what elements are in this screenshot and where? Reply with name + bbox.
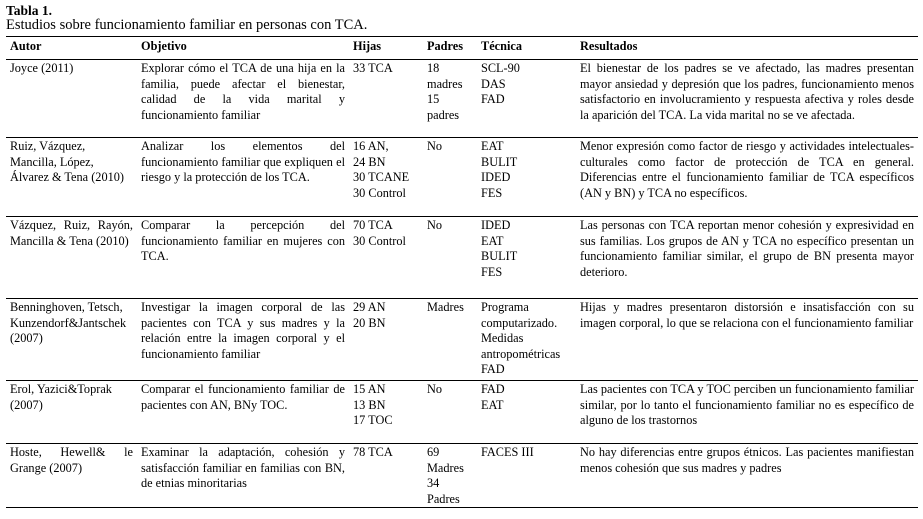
tecnica-line: FAD: [481, 382, 505, 396]
padres-line: 15 padres: [427, 92, 460, 122]
tecnica-line: Medidas antropométricas: [481, 331, 561, 361]
cell-resultados: Las pacientes con TCA y TOC perciben un funcionamiento familiar similar, por lo tanto el funcionamiento familiar no es específico de alguno de los trastornos: [576, 381, 918, 444]
tecnica-line: FES: [481, 185, 503, 200]
cell-resultados: No hay diferencias entre grupos étnicos. Las pacientes manifiestan menos cohesión que sus madres y padres: [576, 444, 918, 508]
tecnica-line: EAT: [481, 139, 504, 153]
table-row: [6, 217, 918, 299]
cell-tecnica: [477, 60, 576, 138]
header-objetivo: Objetivo: [137, 37, 349, 60]
cell-padres: [423, 138, 477, 217]
cell-tecnica: [477, 217, 576, 299]
hijas-line: 33 TCA: [353, 61, 393, 75]
cell-tecnica: [477, 444, 576, 508]
tecnica-line: FACES III: [481, 445, 534, 459]
tecnica-line: FAD: [481, 92, 505, 107]
cell-padres: [423, 60, 477, 138]
cell-autor: Benninghoven, Tetsch, Kunzendorf&Jantschek (2007): [6, 299, 137, 381]
cell-padres: [423, 381, 477, 444]
table-row: [6, 60, 918, 138]
hijas-line: 15 AN: [353, 382, 386, 396]
cell-objetivo: Examinar la adaptación, cohesión y satisfacción familiar en familias con BN, de etnias minoritarias: [137, 444, 349, 508]
cell-objetivo: Comparar el funcionamiento familiar de pacientes con AN, BNy TOC.: [137, 381, 349, 444]
hijas-line: 13 BN: [353, 397, 386, 412]
tecnica-line: BULIT: [481, 154, 518, 169]
tecnica-line: SCL-90: [481, 61, 520, 75]
padres-line: No: [427, 218, 443, 232]
cell-hijas: [349, 381, 423, 444]
cell-objetivo: Explorar cómo el TCA de una hija en la familia, puede afectar el bienestar, calidad de la vida marital y funcionamiento familiar: [137, 60, 349, 138]
tecnica-line: IDED: [481, 170, 511, 185]
cell-resultados: Menor expresión como factor de riesgo y actividades intelectuales-culturales como factor de protección de TCA en general. Diferencias entre el funcionamiento familiar de TCA específicos (AN y BN) y TCA no específicos.: [576, 138, 918, 217]
studies-table: [6, 36, 918, 508]
cell-padres: [423, 217, 477, 299]
tecnica-line: EAT: [481, 397, 504, 412]
cell-hijas: [349, 60, 423, 138]
table-caption: [6, 3, 367, 33]
table-title: Estudios sobre funcionamiento familiar en personas con TCA.: [6, 17, 368, 33]
cell-padres: [423, 444, 477, 508]
tecnica-line: FES: [481, 264, 503, 279]
cell-objetivo: Analizar los elementos del funcionamiento familiar que expliquen el riesgo y la protección de los TCA.: [137, 138, 349, 217]
header-hijas: Hijas: [349, 37, 423, 60]
table-row: [6, 444, 918, 508]
hijas-line: 16 AN,: [353, 139, 389, 153]
padres-line: No: [427, 139, 443, 153]
table-number: Tabla 1.: [6, 3, 53, 18]
tecnica-line: DAS: [481, 76, 506, 91]
cell-autor: Joyce (2011): [6, 60, 137, 138]
cell-autor: Ruiz, Vázquez, Mancilla, López, Álvarez & Tena (2010): [6, 138, 137, 217]
header-padres: Padres: [423, 37, 477, 60]
header-autor: Autor: [6, 37, 137, 60]
cell-objetivo: Investigar la imagen corporal de las pacientes con TCA y sus madres y la relación entre la imagen corporal y el funcionamiento familiar: [137, 299, 349, 381]
padres-line: No: [427, 382, 443, 396]
hijas-line: 70 TCA: [353, 218, 393, 232]
hijas-line: 30 TCANE: [353, 170, 410, 185]
tecnica-line: Programa computarizado.: [481, 300, 558, 330]
padres-line: Madres: [427, 300, 464, 314]
tecnica-line: BULIT: [481, 249, 518, 264]
hijas-line: 20 BN: [353, 315, 386, 330]
cell-resultados: El bienestar de los padres se ve afectado, las madres presentan mayor ansiedad y depresión que los padres, funcionamiento menos satisfactorio en involucramiento y respuesta afectiva y roles desde la aparición del TCA. La vida marital no se ve afectada.: [576, 60, 918, 138]
table-row: [6, 299, 918, 381]
tecnica-line: IDED: [481, 218, 511, 232]
cell-tecnica: [477, 138, 576, 217]
cell-autor: Hoste, Hewell& le Grange (2007): [6, 444, 137, 508]
table-row: [6, 138, 918, 217]
table-row: [6, 381, 918, 444]
header-tecnica: Técnica: [477, 37, 576, 60]
cell-padres: [423, 299, 477, 381]
hijas-line: 29 AN: [353, 300, 386, 314]
cell-hijas: [349, 217, 423, 299]
cell-resultados: Hijas y madres presentaron distorsión e insatisfacción con su imagen corporal, lo que se relaciona con el funcionamiento familiar: [576, 299, 918, 381]
tecnica-line: FAD: [481, 362, 505, 377]
hijas-line: 24 BN: [353, 154, 386, 169]
hijas-line: 78 TCA: [353, 445, 393, 459]
cell-tecnica: [477, 299, 576, 381]
cell-objetivo: Comparar la percepción del funcionamiento familiar en mujeres con TCA.: [137, 217, 349, 299]
cell-tecnica: [477, 381, 576, 444]
padres-line: 34 Padres: [427, 476, 460, 506]
cell-autor: Erol, Yazici&Toprak (2007): [6, 381, 137, 444]
cell-resultados: Las personas con TCA reportan menor cohesión y expresividad en sus familias. Los grupos de AN y TCA no específico presentan un funcionamiento familiar similar, el grupo de BN presenta mayor deterioro.: [576, 217, 918, 299]
header-resultados: Resultados: [576, 37, 918, 60]
cell-hijas: [349, 444, 423, 508]
cell-hijas: [349, 138, 423, 217]
cell-autor: Vázquez, Ruiz, Rayón, Mancilla & Tena (2010): [6, 217, 137, 299]
padres-line: 69 Madres: [427, 445, 464, 475]
hijas-line: 30 Control: [353, 185, 406, 200]
tecnica-line: EAT: [481, 233, 504, 248]
table-header-row: [6, 37, 918, 60]
hijas-line: 30 Control: [353, 233, 406, 248]
cell-hijas: [349, 299, 423, 381]
hijas-line: 17 TOC: [353, 413, 393, 428]
padres-line: 18 madres: [427, 61, 463, 91]
